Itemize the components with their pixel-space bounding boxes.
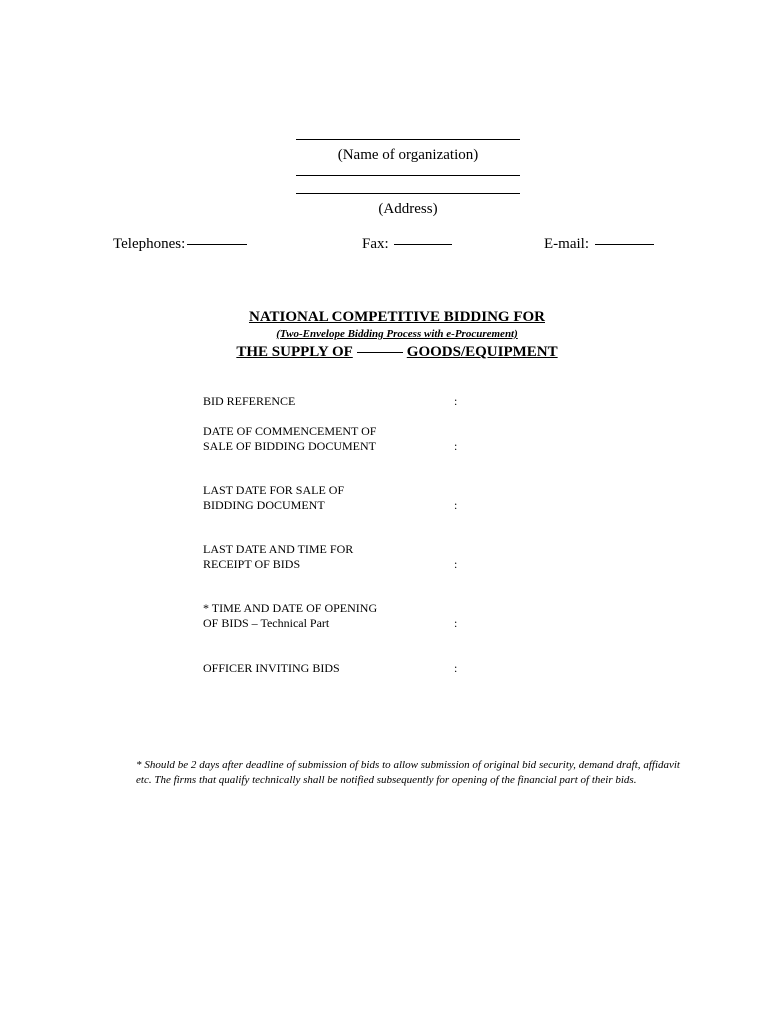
email-label: E-mail: — [544, 236, 589, 252]
field-last-date-for-sale: LAST DATE FOR SALE OF BIDDING DOCUMENT — [203, 483, 345, 512]
title-line-3-suffix: GOODS/EQUIPMENT — [406, 344, 558, 360]
title-supply-blank — [357, 352, 403, 353]
field-colon: : — [454, 616, 458, 630]
telephones-field — [113, 236, 247, 253]
fax-label: Fax: — [362, 236, 389, 252]
organization-name-label: (Name of organization) — [337, 147, 479, 163]
title-line-3-prefix: THE SUPPLY OF — [236, 344, 353, 360]
footnote: * Should be 2 days after deadline of submission of bids to allow submission of original bid security, demand draft, affidavit etc. The firms that qualify technically shall be notified subsequently for opening of the financial part of their bids. — [136, 759, 680, 786]
organization-name-line — [296, 139, 520, 140]
field-colon: : — [454, 498, 458, 512]
telephones-label: Telephones: — [113, 236, 186, 252]
address-line-2 — [296, 193, 520, 194]
field-colon: : — [454, 394, 458, 408]
field-officer-inviting-bids: OFFICER INVITING BIDS — [203, 661, 340, 675]
field-opening-of-bids: * TIME AND DATE OF OPENING OF BIDS – Technical Part — [203, 601, 378, 630]
fax-field — [362, 236, 452, 253]
address-line-1 — [296, 175, 520, 176]
email-blank — [595, 244, 654, 245]
field-colon: : — [454, 439, 458, 453]
document-title — [0, 308, 770, 362]
title-line-1: NATIONAL COMPETITIVE BIDDING FOR — [248, 309, 545, 325]
field-colon: : — [454, 557, 458, 571]
email-field — [544, 236, 654, 253]
contact-row — [0, 236, 770, 256]
title-line-3 — [0, 342, 770, 362]
telephones-blank — [187, 244, 247, 245]
field-receipt-of-bids: LAST DATE AND TIME FOR RECEIPT OF BIDS — [203, 542, 354, 571]
field-commencement-of-sale: DATE OF COMMENCEMENT OF SALE OF BIDDING DOCUMENT — [203, 424, 377, 453]
fax-blank — [394, 244, 452, 245]
title-line-2: (Two-Envelope Bidding Process with e-Procurement) — [276, 328, 518, 340]
field-colon: : — [454, 661, 458, 675]
address-label: (Address) — [378, 201, 438, 217]
field-bid-reference: BID REFERENCE — [203, 394, 296, 408]
